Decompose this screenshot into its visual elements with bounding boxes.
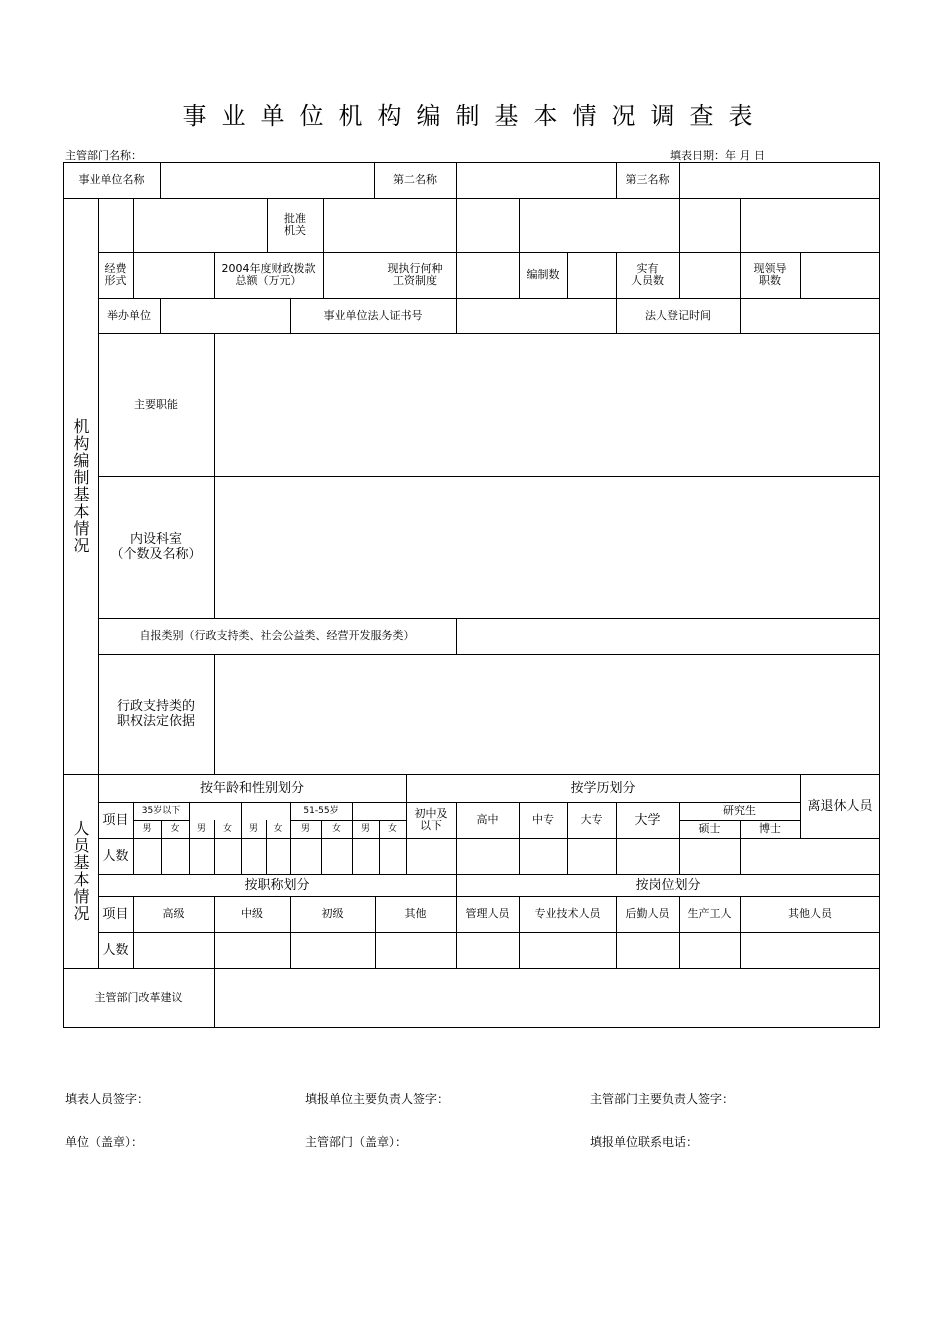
dept-head-sign-label: 主管部门主要负责人签字： xyxy=(590,1092,735,1106)
count-label: 人数 xyxy=(102,848,129,864)
second-name-label: 第二名称 xyxy=(393,173,437,186)
cert-no-label: 事业单位法人证书号 xyxy=(323,308,423,322)
edu-univ-label: 大学 xyxy=(634,812,661,828)
item-label: 项目 xyxy=(102,812,129,828)
post-other-label: 其他人员 xyxy=(788,907,832,920)
title-senior-label: 高级 xyxy=(162,907,185,920)
unit-seal-label: 单位（盖章）： xyxy=(65,1135,144,1149)
by-edu-header: 按学历划分 xyxy=(570,780,636,796)
post-tech-label: 专业技术人员 xyxy=(534,907,601,920)
age-under35-label: 35岁以下 xyxy=(141,806,181,816)
female-label: 女 xyxy=(331,824,341,834)
male-label: 男 xyxy=(360,824,370,834)
col-divider xyxy=(800,252,801,298)
col-divider xyxy=(160,298,161,333)
edu-phd-label: 博士 xyxy=(759,822,781,835)
female-label: 女 xyxy=(387,824,397,834)
col-divider xyxy=(214,333,215,618)
title-junior-label: 初级 xyxy=(321,907,344,920)
appropriation-label: 2004年度财政拨款 总额（万元） xyxy=(221,262,316,287)
male-label: 男 xyxy=(300,824,310,834)
row-divider xyxy=(63,198,880,199)
third-name-label: 第三名称 xyxy=(625,173,670,186)
edu-tech-label: 中专 xyxy=(532,813,554,826)
retired-header: 离退休人员 xyxy=(807,798,873,814)
col-divider xyxy=(456,618,457,654)
col-divider xyxy=(133,198,134,298)
sponsor-label: 举办单位 xyxy=(107,308,151,322)
row-divider xyxy=(98,476,880,477)
male-label: 男 xyxy=(196,824,206,834)
male-label: 男 xyxy=(248,824,258,834)
col-divider xyxy=(567,252,568,298)
edu-junior-label: 初中及 以下 xyxy=(414,807,448,832)
post-mgmt-label: 管理人员 xyxy=(465,907,510,920)
col-divider xyxy=(740,298,741,333)
staffing-count-label: 编制数 xyxy=(526,268,560,281)
male-label: 男 xyxy=(142,824,152,834)
row-divider xyxy=(98,654,880,655)
row-divider xyxy=(98,333,880,334)
col-divider xyxy=(323,198,324,298)
dept-name-label: 主管部门名称： xyxy=(65,149,142,162)
age-51-55-label: 51-55岁 xyxy=(303,806,339,816)
unit-name-label: 事业单位名称 xyxy=(78,173,145,186)
row-divider xyxy=(98,298,880,299)
reg-time-label: 法人登记时间 xyxy=(645,308,711,322)
female-label: 女 xyxy=(170,824,180,834)
departments-label: 内设科室 （个数及名称） xyxy=(110,532,202,562)
post-worker-label: 生产工人 xyxy=(687,907,732,920)
phone-label: 填报单位联系电话： xyxy=(590,1135,699,1149)
by-age-header: 按年龄和性别划分 xyxy=(199,780,304,796)
edu-grad-label: 研究生 xyxy=(723,804,756,817)
title-other-label: 其他 xyxy=(404,907,427,920)
col-divider xyxy=(160,162,161,198)
unit-head-sign-label: 填报单位主要负责人签字： xyxy=(305,1092,450,1106)
col-divider xyxy=(679,162,680,298)
reform-suggestion-label: 主管部门改革建议 xyxy=(94,991,183,1004)
dept-seal-label: 主管部门（盖章）： xyxy=(305,1135,408,1149)
col-divider xyxy=(189,802,190,874)
legal-basis-label: 行政支持类的 职权法定依据 xyxy=(116,699,195,729)
actual-count-label: 实有 人员数 xyxy=(631,262,664,287)
fill-date-label: 填表日期：年 月 日 xyxy=(670,149,765,162)
female-label: 女 xyxy=(273,824,283,834)
by-post-header: 按岗位划分 xyxy=(635,877,701,893)
section-label-org: 机构编制基本情况 xyxy=(71,418,90,554)
col-divider xyxy=(214,654,215,774)
col-divider xyxy=(352,802,353,874)
main-functions-label: 主要职能 xyxy=(134,397,178,411)
title-mid-label: 中级 xyxy=(241,907,263,920)
post-logistics-label: 后勤人员 xyxy=(625,907,670,920)
col-divider xyxy=(241,802,242,874)
salary-system-label: 现执行何种 工资制度 xyxy=(387,262,443,287)
by-title-header: 按职称划分 xyxy=(244,877,310,893)
funding-form-label: 经费 形式 xyxy=(104,262,127,287)
row-divider xyxy=(98,838,880,839)
edu-high-label: 高中 xyxy=(476,813,499,826)
edu-master-label: 硕士 xyxy=(698,822,721,835)
edu-college-label: 大专 xyxy=(580,813,603,826)
leader-posts-label: 现领导 职数 xyxy=(753,262,787,287)
page-title: 事业单位机构编制基本情况调查表 xyxy=(182,102,768,130)
count-label: 人数 xyxy=(102,942,129,958)
item-label: 项目 xyxy=(102,906,129,922)
col-divider xyxy=(214,968,215,1028)
col-divider xyxy=(456,162,457,333)
female-label: 女 xyxy=(222,824,232,834)
section-label-personnel: 人员基本情况 xyxy=(71,820,90,922)
self-category-label: 自报类别（行政支持类、社会公益类、经营开发服务类） xyxy=(139,629,415,642)
filler-sign-label: 填表人员签字： xyxy=(65,1092,150,1106)
approval-authority-label: 批准 机关 xyxy=(284,212,306,237)
row-divider xyxy=(98,932,880,933)
